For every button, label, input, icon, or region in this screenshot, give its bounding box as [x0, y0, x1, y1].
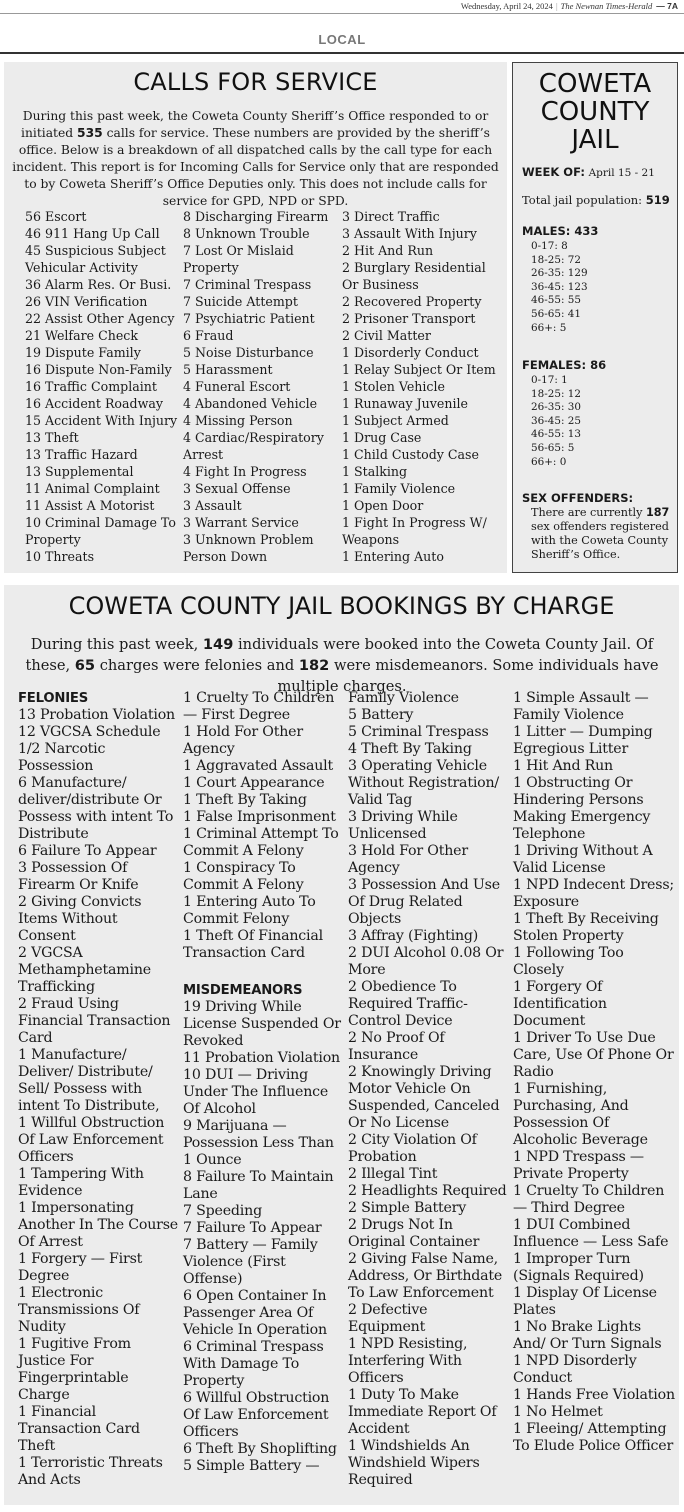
charge-item: 11 Probation Violation — [183, 1050, 340, 1066]
charge-item: 1 Obstructing Or Hindering Persons Making Emergency Telephone — [513, 775, 651, 842]
call-type-item: 1 Fight In Progress W/ Weapons — [342, 515, 487, 547]
bookings-intro-d: were misdemeanors. Some individuals have multiple charges. — [277, 657, 659, 695]
call-type-item: 19 Dispute Family — [25, 345, 141, 360]
charge-item: 2 No Proof Of Insurance — [348, 1030, 445, 1063]
call-type-item: 2 Civil Matter — [342, 328, 431, 343]
charge-item: 1 Litter — Dumping Egregious Litter — [513, 724, 653, 757]
age-group: 56-65: 5 — [531, 441, 575, 454]
charge-item: 1 Aggravated Assault — [183, 758, 333, 774]
calls-title: CALLS FOR SERVICE — [133, 68, 378, 96]
bookings-column-3 — [348, 690, 508, 1489]
charge-item: 2 Illegal Tint — [348, 1166, 438, 1182]
charge-item: 2 Drugs Not In Original Container — [348, 1217, 480, 1250]
age-group: 36-45: 25 — [531, 414, 581, 427]
charge-item: 1 Hit And Run — [513, 758, 613, 774]
charge-item: 1 Furnishing, Purchasing, And Possession Of Alcoholic Beverage — [513, 1081, 648, 1148]
calls-intro-pre: During this past week, the Coweta County Sheriff’s Office responded to or initiated — [21, 109, 489, 140]
charge-item: 3 Possession Of Firearm Or Knife — [18, 860, 139, 893]
charge-item: 1 Hands Free Violation — [513, 1387, 675, 1403]
age-group: 36-45: 123 — [531, 280, 588, 293]
calls-intro-post: calls for service. These numbers are provided by the sheriff’s office. Below is a breakdown of all dispatched calls by the call type for each incident. This report is for Incoming Calls for Service only that are responded to by Coweta Sheriff’s Office Deputies only. This does not include calls for service for GPD, NPD or SPD. — [12, 126, 499, 208]
sex-offenders-pre: There are currently — [531, 506, 646, 519]
charge-item: 1 Financial Transaction Card Theft — [18, 1404, 140, 1454]
charge-item: 2 Giving Convicts Items Without Consent — [18, 894, 142, 944]
charge-item: 6 Manufacture/ deliver/distribute Or Possess with intent To Distribute — [18, 775, 174, 842]
felonies-list-2 — [183, 690, 343, 962]
calls-column-3 — [342, 208, 502, 565]
bookings-intro-c: charges were felonies and — [95, 657, 299, 674]
charge-item: 1 Fleeing/ Attempting To Elude Police Officer — [513, 1421, 674, 1454]
call-type-item: 5 Harassment — [183, 362, 273, 377]
jail-title — [513, 70, 677, 154]
call-type-item: 3 Unknown Problem Person Down — [183, 532, 314, 564]
call-type-item: 10 Criminal Damage To Property — [25, 515, 176, 547]
calls-total: 535 — [77, 126, 103, 140]
call-type-item: 36 Alarm Res. Or Busi. — [25, 277, 172, 292]
charge-item: 1 Forgery — First Degree — [18, 1251, 143, 1284]
calls-intro — [8, 108, 503, 210]
call-type-item: 11 Animal Complaint — [25, 481, 160, 496]
age-group: 46-55: 13 — [531, 428, 581, 441]
charge-item: 2 City Violation Of Probation — [348, 1132, 477, 1165]
charge-item: 7 Failure To Appear — [183, 1220, 322, 1236]
call-type-item: 8 Unknown Trouble — [183, 226, 310, 241]
charge-item: 6 Theft By Shoplifting — [183, 1441, 337, 1457]
charge-item: 13 Probation Violation — [18, 707, 175, 723]
charge-item: 1 NPD Indecent Dress; Exposure — [513, 877, 674, 910]
charge-item: 1 Entering Auto To Commit Felony — [183, 894, 316, 927]
charge-item: 6 Willful Obstruction Of Law Enforcement Officers — [183, 1390, 330, 1440]
charge-item: 1 Theft Of Financial Transaction Card — [183, 928, 323, 961]
charge-item: 2 Giving False Name, Address, Or Birthdate To Law Enforcement — [348, 1251, 503, 1301]
call-type-item: 4 Fight In Progress — [183, 464, 307, 479]
charge-item: 4 Theft By Taking — [348, 741, 472, 757]
call-type-item: 3 Sexual Offense — [183, 481, 291, 496]
bookings-column-4 — [513, 690, 675, 1455]
charge-item: 7 Speeding — [183, 1203, 262, 1219]
call-type-item: 2 Hit And Run — [342, 243, 434, 258]
misdemeanors-list-1 — [183, 999, 343, 1475]
charge-item: 1 Impersonating Another In The Course Of Arrest — [18, 1200, 179, 1250]
age-group: 18-25: 72 — [531, 253, 581, 266]
misdemeanors-heading: MISDEMEANORS — [183, 983, 303, 998]
jail-title-line: COUNTY — [540, 97, 650, 127]
calls-column-2 — [183, 208, 339, 565]
charge-item: 3 Driving While Unlicensed — [348, 809, 458, 842]
age-group: 0-17: 8 — [531, 240, 568, 252]
bookings-column-2 — [183, 690, 343, 1475]
call-type-item: 3 Assault With Injury — [342, 226, 477, 241]
call-type-item: 21 Welfare Check — [25, 328, 138, 343]
section-rule — [0, 52, 684, 54]
call-type-item: 1 Subject Armed — [342, 413, 449, 428]
call-type-item: 2 Recovered Property — [342, 294, 482, 309]
charge-item: 1 Windshields An Windshield Wipers Required — [348, 1438, 480, 1488]
charge-item: 1 NPD Disorderly Conduct — [513, 1353, 637, 1386]
call-type-item: 1 Stalking — [342, 464, 408, 479]
charge-item: 1 Driving Without A Valid License — [513, 843, 653, 876]
charge-item: 7 Battery — Family Violence (First Offense) — [183, 1237, 318, 1287]
week-label: WEEK OF: — [522, 165, 585, 179]
call-type-item: 16 Dispute Non-Family — [25, 362, 172, 377]
charge-item: 1 Conspiracy To Commit A Felony — [183, 860, 304, 893]
charge-item: 1 Terroristic Threats And Acts — [18, 1455, 163, 1488]
charge-item: 2 DUI Alcohol 0.08 Or More — [348, 945, 504, 978]
charge-item: 1 Criminal Attempt To Commit A Felony — [183, 826, 339, 859]
charge-item: 1 Improper Turn (Signals Required) — [513, 1251, 644, 1284]
charge-item: 1 Tampering With Evidence — [18, 1166, 144, 1199]
charge-item: 2 Obedience To Required Traffic-Control Device — [348, 979, 468, 1029]
calls-column-1 — [25, 208, 181, 565]
top-rule — [0, 13, 684, 14]
charge-item: 3 Possession And Use Of Drug Related Objects — [348, 877, 500, 927]
charge-item: 1 Hold For Other Agency — [183, 724, 303, 757]
charge-item: 1 No Helmet — [513, 1404, 603, 1420]
charge-item: 12 VGCSA Schedule 1/2 Narcotic Possession — [18, 724, 161, 774]
jail-title-line: COWETA — [538, 69, 652, 99]
call-type-item: 10 Threats — [25, 549, 95, 564]
charge-item: 5 Battery — [348, 707, 414, 723]
call-type-item: 3 Warrant Service — [183, 515, 299, 530]
females-label: FEMALES: 86 — [522, 358, 607, 372]
call-type-item: 8 Discharging Firearm — [183, 209, 329, 224]
paper-name: The Newnan Times-Herald — [560, 1, 653, 11]
charge-item: 1 False Imprisonment — [183, 809, 336, 825]
section-label: LOCAL — [318, 32, 366, 47]
call-type-item: 1 Runaway Juvenile — [342, 396, 468, 411]
population-value: 519 — [645, 193, 670, 207]
charge-item: Family Violence — [348, 690, 459, 706]
call-type-item: 2 Burglary Residential Or Business — [342, 260, 486, 292]
bookings-intro-a: During this past week, — [30, 636, 203, 653]
bookings-column-1 — [18, 690, 178, 1489]
call-type-item: 5 Noise Disturbance — [183, 345, 314, 360]
age-group: 56-65: 41 — [531, 307, 581, 320]
charge-item: 3 Affray (Fighting) — [348, 928, 479, 944]
call-type-item: 3 Direct Traffic — [342, 209, 440, 224]
felonies-count: 65 — [74, 657, 96, 674]
charge-item: 5 Simple Battery — — [183, 1458, 320, 1474]
charge-item: 10 DUI — Driving Under The Influence Of Alcohol — [183, 1067, 329, 1117]
males-age-list — [531, 240, 671, 335]
call-type-item: 3 Assault — [183, 498, 242, 513]
charge-item: 1 Willful Obstruction Of Law Enforcement Officers — [18, 1115, 165, 1165]
call-type-item: 13 Supplemental — [25, 464, 134, 479]
females-age-list — [531, 374, 671, 469]
bookings-intro-b: individuals were booked into the Coweta County Jail. Of these, — [25, 636, 654, 674]
charge-item: 1 NPD Trespass — Private Property — [513, 1149, 644, 1182]
call-type-item: 56 Escort — [25, 209, 87, 224]
call-type-item: 2 Prisoner Transport — [342, 311, 476, 326]
charge-item: 6 Failure To Appear — [18, 843, 157, 859]
call-type-item: 22 Assist Other Agency — [25, 311, 175, 326]
call-type-item: 1 Open Door — [342, 498, 424, 513]
charge-item: 1 Simple Assault — Family Violence — [513, 690, 649, 723]
call-type-item: 1 Family Violence — [342, 481, 456, 496]
felonies-list-1 — [18, 707, 178, 1489]
call-type-item: 4 Abandoned Vehicle — [183, 396, 318, 411]
charge-item: 2 Knowingly Driving Motor Vehicle On Suspended, Canceled Or No License — [348, 1064, 500, 1131]
call-type-item: 1 Child Custody Case — [342, 447, 479, 462]
week-value: April 15 - 21 — [588, 167, 655, 179]
call-type-item: 4 Missing Person — [183, 413, 293, 428]
misdemeanors-count: 182 — [298, 657, 330, 674]
charge-item: 3 Hold For Other Agency — [348, 843, 468, 876]
charge-item: 1 Theft By Receiving Stolen Property — [513, 911, 659, 944]
call-type-item: 26 VIN Verification — [25, 294, 148, 309]
call-type-item: 16 Accident Roadway — [25, 396, 163, 411]
call-type-item: 6 Fraud — [183, 328, 234, 343]
charge-item: 1 Theft By Taking — [183, 792, 307, 808]
age-group: 26-35: 30 — [531, 401, 581, 414]
charge-item: 1 Duty To Make Immediate Report Of Accident — [348, 1387, 497, 1437]
call-type-item: 1 Drug Case — [342, 430, 422, 445]
age-group: 46-55: 55 — [531, 294, 581, 307]
call-type-item: 11 Assist A Motorist — [25, 498, 155, 513]
call-type-item: 13 Theft — [25, 430, 79, 445]
charge-item: 6 Open Container In Passenger Area Of Vehicle In Operation — [183, 1288, 327, 1338]
charge-item: 5 Criminal Trespass — [348, 724, 489, 740]
charge-item: 2 VGCSA Methamphetamine Trafficking — [18, 945, 151, 995]
call-type-item: 7 Psychiatric Patient — [183, 311, 315, 326]
charge-item: 1 Following Too Closely — [513, 945, 624, 978]
jail-title-line: JAIL — [571, 125, 619, 155]
felonies-heading: FELONIES — [18, 691, 89, 706]
charge-item: 1 Manufacture/ Deliver/ Distribute/ Sell/ Possess with intent To Distribute, — [18, 1047, 160, 1114]
sex-offenders-label: SEX OFFENDERS: — [522, 491, 634, 505]
jail-population — [522, 192, 672, 208]
charge-item: 2 Fraud Using Financial Transaction Card — [18, 996, 171, 1046]
call-type-item: 1 Entering Auto — [342, 549, 444, 564]
call-type-item: 4 Cardiac/Respiratory Arrest — [183, 430, 324, 462]
age-group: 66+: 0 — [531, 455, 567, 468]
call-type-item: 7 Lost Or Mislaid Property — [183, 243, 294, 275]
call-type-item: 16 Traffic Complaint — [25, 379, 157, 394]
males-label: MALES: 433 — [522, 224, 599, 238]
call-type-item: 13 Traffic Hazard — [25, 447, 138, 462]
charge-item: 1 Cruelty To Children — Third Degree — [513, 1183, 665, 1216]
charge-item: 19 Driving While License Suspended Or Revoked — [183, 999, 341, 1049]
call-type-item: 4 Funeral Escort — [183, 379, 291, 394]
call-type-item: 15 Accident With Injury — [25, 413, 178, 428]
population-label: Total jail population: — [522, 193, 646, 207]
call-type-item: 1 Stolen Vehicle — [342, 379, 445, 394]
masthead: Wednesday, April 24, 2024 | The Newnan Times-Herald — 7A — [460, 1, 678, 11]
charge-item: 9 Marijuana — Possession Less Than 1 Ounce — [183, 1118, 334, 1168]
call-type-item: 45 Suspicious Subject Vehicular Activity — [25, 243, 166, 275]
call-type-item: 1 Relay Subject Or Item — [342, 362, 496, 377]
sex-offenders-count: 187 — [645, 506, 670, 519]
age-group: 0-17: 1 — [531, 374, 568, 386]
charge-item: 1 Display Of License Plates — [513, 1285, 657, 1318]
charge-item: 1 Cruelty To Children — First Degree — [183, 690, 335, 723]
age-group: 18-25: 12 — [531, 387, 581, 400]
sex-offenders-post: sex offenders registered with the Coweta County Sheriff’s Office. — [531, 520, 669, 561]
charge-item: 8 Failure To Maintain Lane — [183, 1169, 334, 1202]
sex-offenders-text — [531, 506, 673, 562]
charge-item: 2 Simple Battery — [348, 1200, 467, 1216]
charge-item: 1 No Brake Lights And/ Or Turn Signals — [513, 1319, 662, 1352]
charge-item: 2 Headlights Required — [348, 1183, 507, 1199]
issue-date: Wednesday, April 24, 2024 — [460, 1, 553, 11]
charge-item: 1 Fugitive From Justice For Fingerprintable Charge — [18, 1336, 131, 1403]
charge-item: 3 Operating Vehicle Without Registration/ Valid Tag — [348, 758, 500, 808]
charge-item: 1 DUI Combined Influence — Less Safe — [513, 1217, 669, 1250]
age-group: 66+: 5 — [531, 321, 567, 334]
call-type-item: 46 911 Hang Up Call — [25, 226, 160, 241]
charge-item: 1 Driver To Use Due Care, Use Of Phone Or Radio — [513, 1030, 674, 1080]
booked-count: 149 — [202, 636, 234, 653]
charge-item: 1 NPD Resisting, Interfering With Officers — [348, 1336, 468, 1386]
call-type-item: 1 Disorderly Conduct — [342, 345, 479, 360]
bookings-intro — [10, 634, 674, 697]
page-number: — 7A — [656, 1, 678, 11]
call-type-item: 7 Suicide Attempt — [183, 294, 298, 309]
call-type-item: 7 Criminal Trespass — [183, 277, 312, 292]
bookings-title: COWETA COUNTY JAIL BOOKINGS BY CHARGE — [68, 592, 615, 620]
charge-item: 1 Court Appearance — [183, 775, 325, 791]
age-group: 26-35: 129 — [531, 267, 588, 280]
charge-item: 2 Defective Equipment — [348, 1302, 428, 1335]
week-of — [522, 164, 672, 181]
charge-item: 1 Forgery Of Identification Document — [513, 979, 607, 1029]
charge-item: 1 Electronic Transmissions Of Nudity — [18, 1285, 140, 1335]
charge-item: 6 Criminal Trespass With Damage To Property — [183, 1339, 324, 1389]
